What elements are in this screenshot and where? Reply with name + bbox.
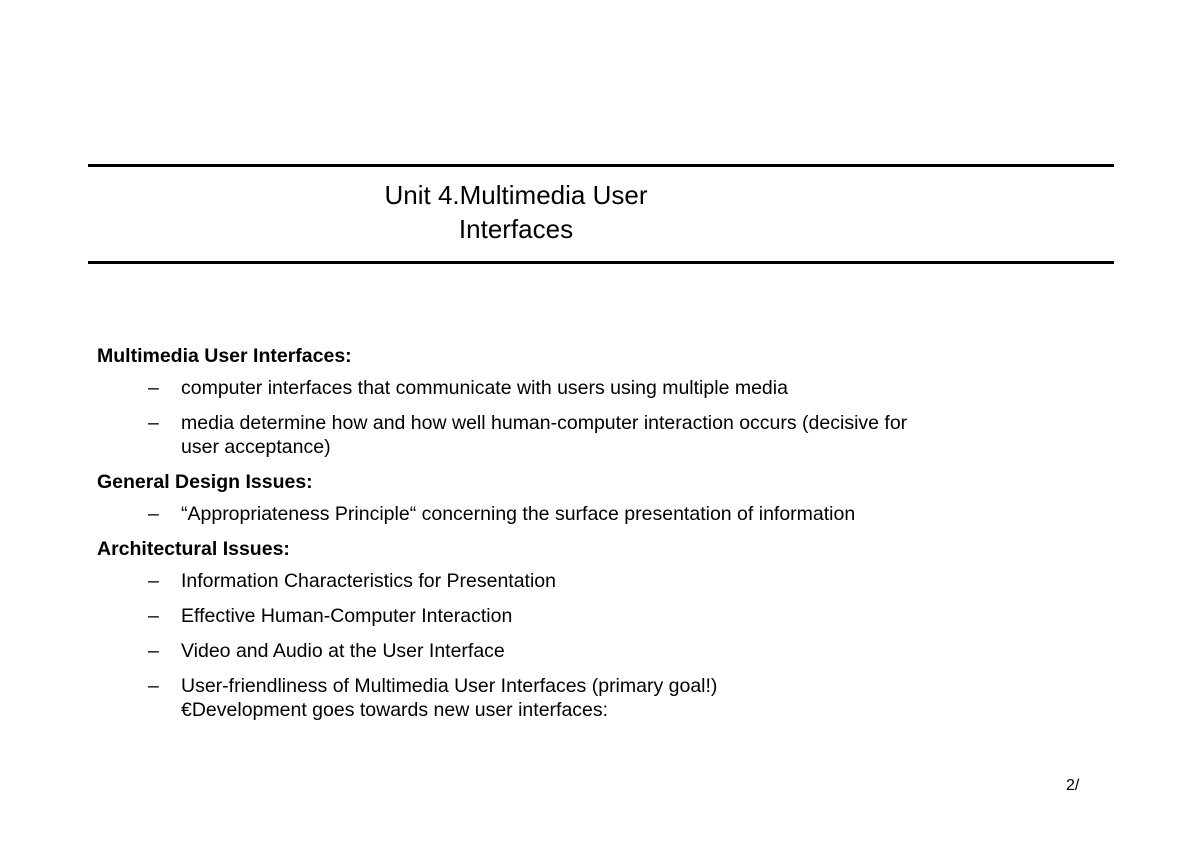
- title-bottom-rule: [88, 261, 1114, 264]
- list-item-text-continued: user acceptance): [181, 436, 331, 458]
- title-top-rule: [88, 164, 1114, 167]
- list-item-text-continued: €Development goes towards new user interfaces:: [181, 699, 609, 721]
- list-item-text: Video and Audio at the User Interface: [181, 640, 505, 662]
- dash-bullet: –: [148, 377, 159, 399]
- list-item: [97, 411, 1057, 459]
- section-architectural-issues: [97, 537, 1057, 722]
- slide-title-line-1: Unit 4.Multimedia User: [384, 180, 648, 210]
- list-item: [97, 674, 1057, 722]
- list-item-text: Information Characteristics for Presentation: [181, 570, 556, 592]
- list-item: [97, 376, 1057, 400]
- section-multimedia-user-interfaces: [97, 344, 1057, 459]
- slide-title: [316, 178, 716, 246]
- list-item: [97, 604, 1057, 628]
- dash-bullet: –: [148, 503, 159, 525]
- list-item: [97, 569, 1057, 593]
- list-item-text: “Appropriateness Principle“ concerning the surface presentation of information: [181, 503, 856, 525]
- list-item-text: computer interfaces that communicate with users using multiple media: [181, 377, 788, 399]
- bullet-list: [97, 502, 1057, 526]
- section-general-design-issues: [97, 470, 1057, 526]
- section-heading: General Design Issues:: [97, 471, 313, 493]
- page-number: 2/: [1066, 777, 1080, 794]
- dash-bullet: –: [148, 570, 159, 592]
- slide-body: [97, 344, 1057, 733]
- list-item-text: Effective Human-Computer Interaction: [181, 605, 513, 627]
- bullet-list: [97, 569, 1057, 722]
- list-item-text: media determine how and how well human-computer interaction occurs (decisive for: [181, 412, 908, 434]
- list-item-text: User-friendliness of Multimedia User Interfaces (primary goal!): [181, 675, 718, 697]
- list-item: [97, 502, 1057, 526]
- bullet-list: [97, 376, 1057, 459]
- dash-bullet: –: [148, 605, 159, 627]
- slide-title-line-2: Interfaces: [458, 214, 574, 244]
- section-heading: Architectural Issues:: [97, 538, 290, 560]
- dash-bullet: –: [148, 675, 159, 697]
- section-heading: Multimedia User Interfaces:: [97, 345, 352, 367]
- dash-bullet: –: [148, 640, 159, 662]
- list-item: [97, 639, 1057, 663]
- dash-bullet: –: [148, 412, 159, 434]
